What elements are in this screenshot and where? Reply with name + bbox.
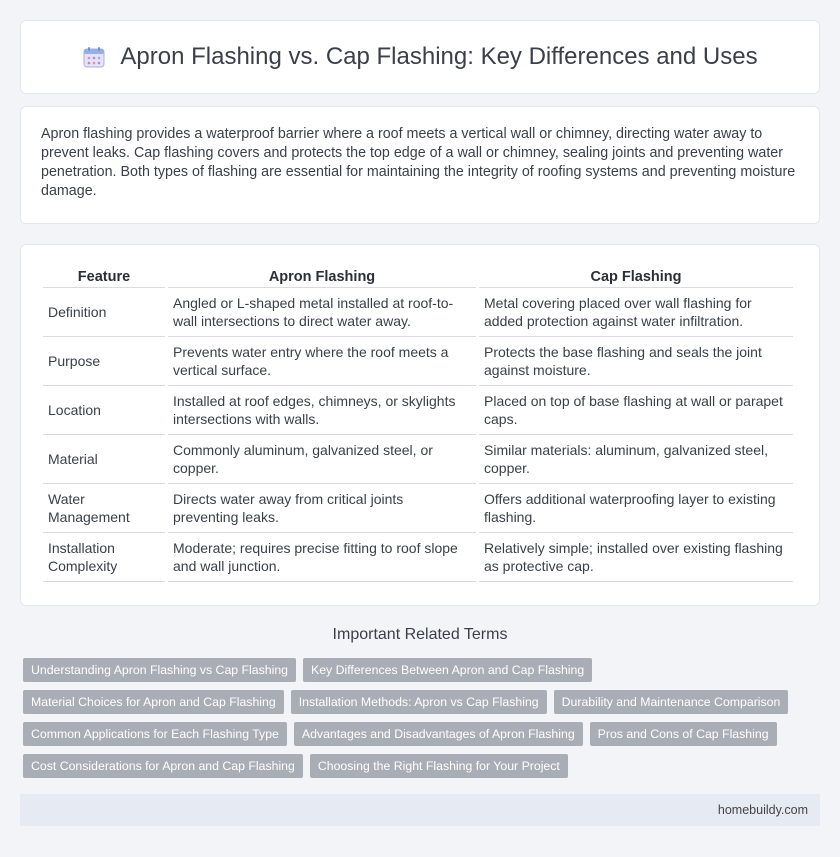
table-row (43, 484, 793, 533)
cell-cap: Placed on top of base flashing at wall or parapet caps. (479, 386, 793, 435)
related-tag[interactable]: Common Applications for Each Flashing Type (23, 722, 287, 746)
header-feature: Feature (43, 263, 165, 288)
title-card (20, 20, 820, 94)
cell-feature: Material (43, 435, 165, 484)
table-row (43, 533, 793, 582)
related-tag[interactable]: Choosing the Right Flashing for Your Project (310, 754, 568, 778)
cell-feature: Location (43, 386, 165, 435)
footer (20, 794, 820, 826)
page-title: Apron Flashing vs. Cap Flashing: Key Differences and Uses (120, 43, 758, 70)
footer-site[interactable]: homebuildy.com (717, 803, 808, 817)
related-tag[interactable]: Material Choices for Apron and Cap Flashing (23, 690, 284, 714)
cell-apron: Commonly aluminum, galvanized steel, or copper. (168, 435, 476, 484)
cell-apron: Installed at roof edges, chimneys, or skylights intersections with walls. (168, 386, 476, 435)
cell-cap: Protects the base flashing and seals the joint against moisture. (479, 337, 793, 386)
related-tag[interactable]: Cost Considerations for Apron and Cap Flashing (23, 754, 303, 778)
related-tag[interactable]: Key Differences Between Apron and Cap Flashing (303, 658, 592, 682)
related-tags (23, 658, 803, 786)
header-cap: Cap Flashing (479, 263, 793, 288)
related-tag[interactable]: Installation Methods: Apron vs Cap Flashing (291, 690, 547, 714)
table-row (43, 435, 793, 484)
cell-apron: Angled or L-shaped metal installed at roof-to-wall intersections to direct water away. (168, 288, 476, 337)
comparison-table (40, 263, 796, 582)
tag-row (23, 754, 803, 778)
cell-apron: Prevents water entry where the roof meets a vertical surface. (168, 337, 476, 386)
table-row (43, 337, 793, 386)
related-tag[interactable]: Pros and Cons of Cap Flashing (590, 722, 777, 746)
cell-cap: Similar materials: aluminum, galvanized steel, copper. (479, 435, 793, 484)
table-row (43, 288, 793, 337)
cell-feature: Definition (43, 288, 165, 337)
tag-row (23, 722, 803, 746)
cell-apron: Moderate; requires precise fitting to roof slope and wall junction. (168, 533, 476, 582)
tag-row (23, 658, 803, 682)
cell-apron: Directs water away from critical joints preventing leaks. (168, 484, 476, 533)
comparison-card (20, 244, 820, 606)
cell-feature: Installation Complexity (43, 533, 165, 582)
cell-feature: Purpose (43, 337, 165, 386)
cell-cap: Relatively simple; installed over existing flashing as protective cap. (479, 533, 793, 582)
related-tag[interactable]: Advantages and Disadvantages of Apron Flashing (294, 722, 583, 746)
intro-card (20, 106, 820, 224)
header-apron: Apron Flashing (168, 263, 476, 288)
calendar-icon (82, 45, 106, 69)
related-terms-section (0, 626, 840, 644)
table-header-row (43, 263, 793, 288)
tag-row (23, 690, 803, 714)
cell-cap: Offers additional waterproofing layer to existing flashing. (479, 484, 793, 533)
cell-cap: Metal covering placed over wall flashing for added protection against water infiltration. (479, 288, 793, 337)
related-terms-title: Important Related Terms (332, 626, 508, 643)
table-row (43, 386, 793, 435)
intro-text: Apron flashing provides a waterproof barrier where a roof meets a vertical wall or chimney, directing water away to prevent leaks. Cap flashing covers and protects the top edge of a wall or chimney, sealing joints and preventing water penetration. Both types of flashing are essential for maintaining the integrity of roofing systems and preventing moisture damage. (41, 126, 796, 199)
related-tag[interactable]: Understanding Apron Flashing vs Cap Flashing (23, 658, 296, 682)
cell-feature: Water Management (43, 484, 165, 533)
related-tag[interactable]: Durability and Maintenance Comparison (554, 690, 789, 714)
